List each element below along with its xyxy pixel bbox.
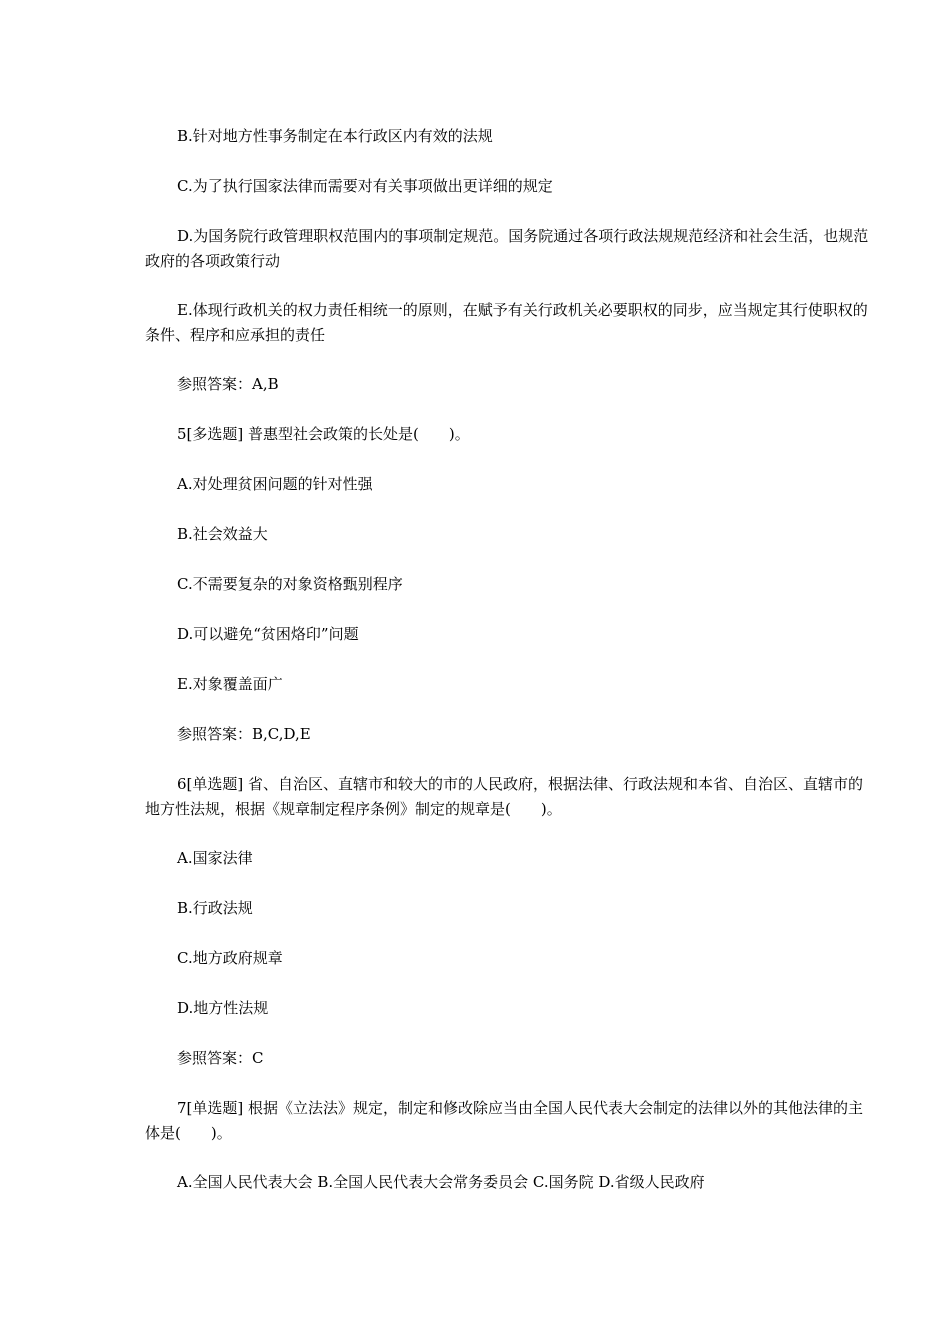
q6-option-c: C.地方政府规章 bbox=[177, 949, 283, 967]
q6-option-b: B.行政法规 bbox=[177, 899, 253, 917]
question-7: 7[单选题] 根据《立法法》规定，制定和修改除应当由全国人民代表大会制定的法律以外的其他法律的主体是( )。 bbox=[145, 1099, 864, 1142]
question-5: 5[多选题] 普惠型社会政策的长处是( )。 bbox=[177, 425, 470, 443]
q5-option-b: B.社会效益大 bbox=[177, 525, 268, 543]
q6-option-d: D.地方性法规 bbox=[177, 999, 269, 1017]
q5-option-c: C.不需要复杂的对象资格甄别程序 bbox=[177, 575, 403, 593]
answer-q4: 参照答案：A,B bbox=[177, 375, 279, 393]
answer-q5: 参照答案：B,C,D,E bbox=[177, 725, 311, 743]
q6-option-a: A.国家法律 bbox=[177, 849, 253, 867]
question-6: 6[单选题] 省、自治区、直辖市和较大的市的人民政府，根据法律、行政法规和本省、自治区、直辖市的地方性法规，根据《规章制定程序条例》制定的规章是( )。 bbox=[145, 775, 864, 818]
q5-option-a: A.对处理贫困问题的针对性强 bbox=[177, 475, 373, 493]
q5-option-e: E.对象覆盖面广 bbox=[177, 675, 283, 693]
option-d-state-council-norms: D.为国务院行政管理职权范围内的事项制定规范。国务院通过各项行政法规规范经济和社会生活，也规范政府的各项政策行动 bbox=[145, 227, 869, 270]
answer-q6: 参照答案：C bbox=[177, 1049, 264, 1067]
option-b-local-regulations: B.针对地方性事务制定在本行政区内有效的法规 bbox=[177, 127, 493, 145]
q5-option-d: D.可以避免“贫困烙印”问题 bbox=[177, 625, 359, 643]
q7-options: A.全国人民代表大会 B.全国人民代表大会常务委员会 C.国务院 D.省级人民政府 bbox=[177, 1173, 705, 1191]
option-c-detailed-provisions: C.为了执行国家法律而需要对有关事项做出更详细的规定 bbox=[177, 177, 553, 195]
option-e-power-responsibility: E.体现行政机关的权力责任相统一的原则，在赋予有关行政机关必要职权的同步，应当规定其行使职权的条件、程序和应承担的责任 bbox=[145, 301, 868, 344]
